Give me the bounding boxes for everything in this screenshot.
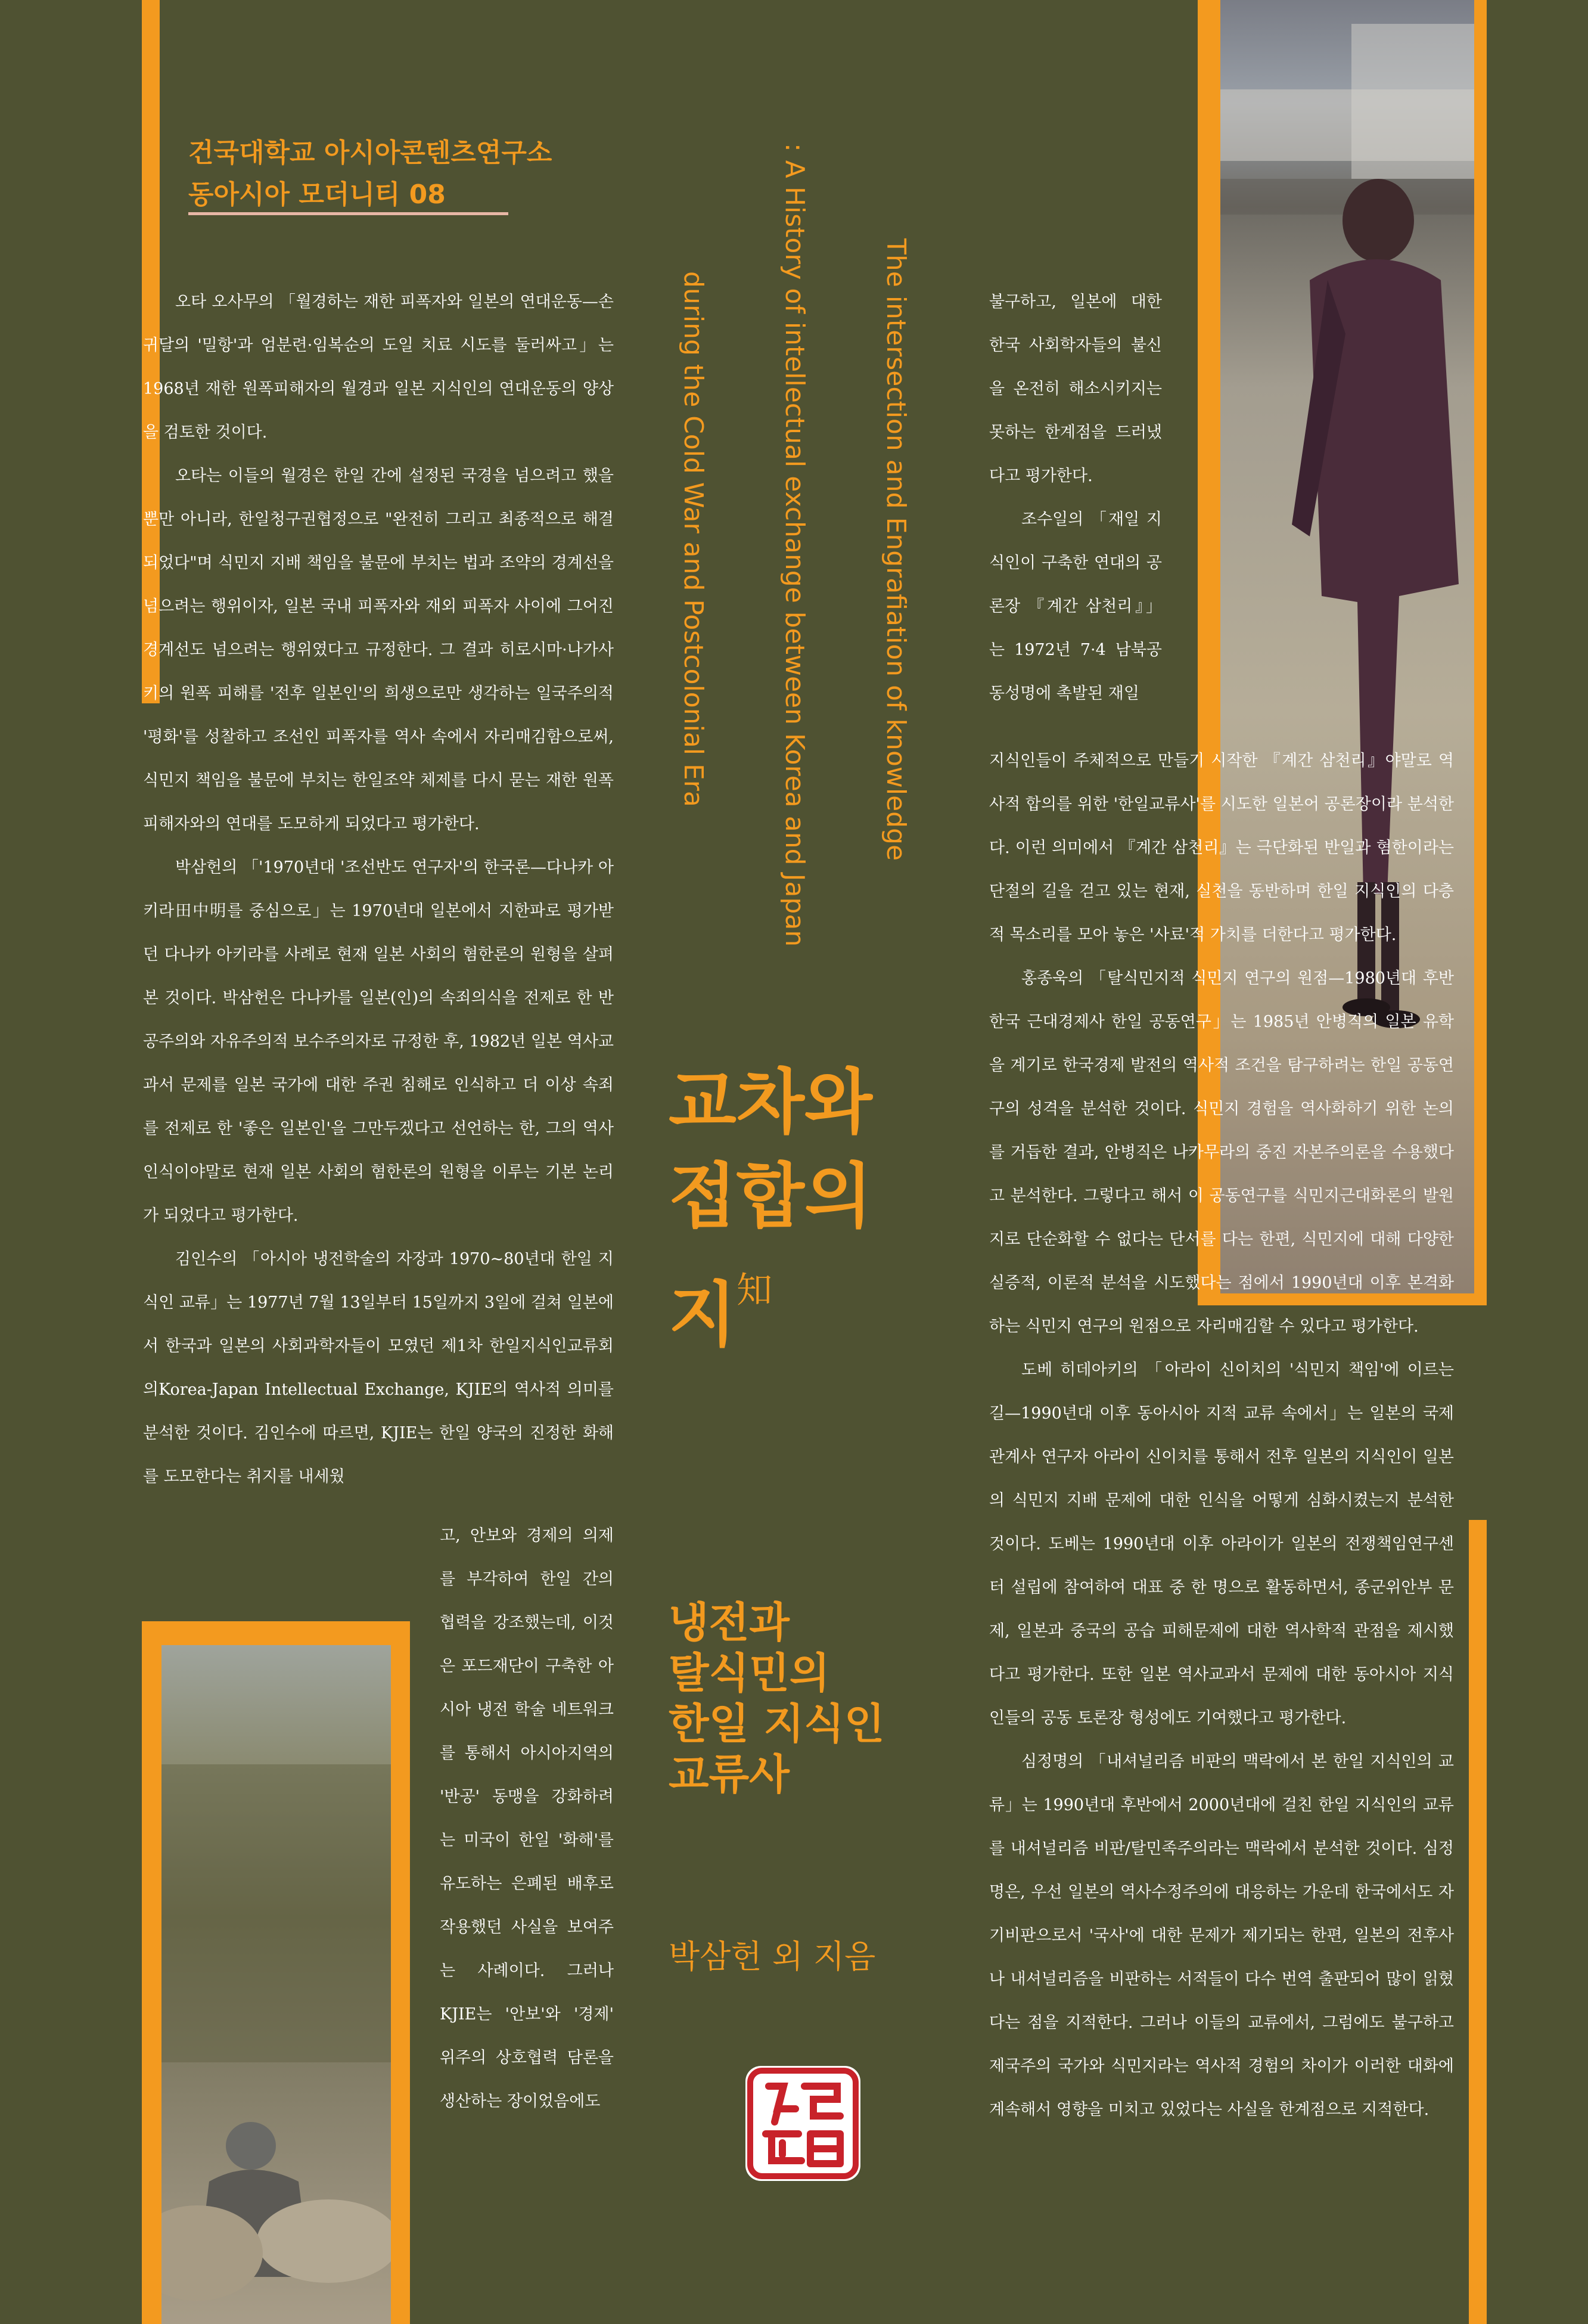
publisher-seal-logo: [742, 2062, 864, 2185]
right-column-text: [989, 739, 1454, 2131]
author-credit: 박삼헌 외 지음: [669, 1938, 876, 1975]
paragraph: 홍종욱의 「탈식민지적 식민지 연구의 원점—1980년대 후반 한국 근대경제사 한일 공동연구」는 1985년 안병직의 일본 유학을 계기로 한국경제 발전의 역사적 조건을 탐구하려는 한일 공동연구의 성격을 분석한 것이다. 식민지 경험을 역사화하기 위한 논의를 거듭한 결과, 안병직은 나카무라의 중진 자본주의론을 수용했다고 분석한다. 그렇다고 해서 이 공동연구를 식민지근대화론의 발원지로 단순화할 수 없다는 단서를 다는 한편, 식민지에 대해 다양한 실증적, 이론적 분석을 시도했다는 점에서 1990년대 이후 본격화하는 식민지 연구의 원점으로 자리매김할 수 있다고 평가한다.: [989, 969, 1454, 1336]
paragraph: 김인수의 「아시아 냉전학술의 자장과 1970~80년대 한일 지식인 교류」는 1977년 7월 13일부터 15일까지 3일에 걸쳐 일본에서 한국과 일본의 사회과학자들이 모였던 제1차 한일지식인교류회의Korea-Japan Intellectual Exchange, KJIE의 역사적 의미를 분석한 것이다. 김인수에 따르면, KJIE는 한일 양국의 진정한 화해를 도모한다는 취지를 내세웠: [143, 1250, 614, 1486]
english-title-line-3: during the Cold War and Postcolonial Era: [678, 271, 708, 807]
series-line-2: 동아시아 모더니티 08: [188, 179, 446, 210]
english-title-line-2: : A History of intellectual exchange between Korea and Japan: [779, 143, 810, 947]
english-title-line-1: The intersection and Engrafiation of knowledge: [881, 238, 911, 861]
book-subtitle: [669, 1597, 978, 1800]
right-narrow-column-text: [989, 280, 1162, 715]
book-title: [669, 1055, 967, 1362]
paragraph: 오타 오사무의 「월경하는 재한 피폭자와 일본의 연대운동—손귀달의 '밀항'과 엄분련·임복순의 도일 치료 시도를 둘러싸고」는 1968년 재한 원폭피해자의 월경과 일본 지식인의 연대운동의 양상을 검토한 것이다.: [143, 293, 614, 442]
left-column-text: [143, 280, 614, 1498]
title-line-2: 접합의: [669, 1155, 872, 1237]
title-line-3-text: 지: [669, 1274, 736, 1356]
photo-frame-bottom-left: [142, 1621, 410, 2324]
right-bottom-bar: [1469, 1520, 1487, 2324]
photo-soldier-trench: [161, 1645, 391, 2324]
title-line-1: 교차와: [669, 1061, 872, 1143]
series-label: [188, 132, 552, 216]
paragraph: 도베 히데아키의 「아라이 신이치의 '식민지 책임'에 이르는 길—1990년대 이후 동아시아 지적 교류 속에서」는 일본의 국제관계사 연구자 아라이 신이치를 통해서 전후 일본의 지식인이 일본의 식민지 지배 문제에 대한 인식을 어떻게 심화시켰는지 분석한 것이다. 도베는 1990년대 이후 아라이가 일본의 전쟁책임연구센터 설립에 참여하여 대표 중 한 명으로 활동하면서, 종군위안부 문제, 일본과 중국의 공습 피해문제에 대한 역사학적 관점을 제시했다고 평가한다. 또한 일본 역사교과서 문제에 대한 동아시아 지식인들의 공동 토론장 형성에도 기여했다고 평가한다.: [989, 1361, 1454, 1727]
left-narrow-column-text: [440, 1514, 614, 2123]
paragraph: 불구하고, 일본에 대한 한국 사회학자들의 불신을 온전히 해소시키지는 못하는 한계점을 드러냈다고 평가한다.: [989, 293, 1162, 485]
series-line-1: 건국대학교 아시아콘텐츠연구소: [188, 138, 552, 168]
subtitle-line-1: 냉전과: [669, 1598, 790, 1647]
paragraph: 오타는 이들의 월경은 한일 간에 설정된 국경을 넘으려고 했을 뿐만 아니라, 한일청구권협정으로 "완전히 그리고 최종적으로 해결되었다"며 식민지 지배 책임을 불문에 부치는 법과 조약의 경계선을 넘으려는 행위이자, 일본 국내 피폭자와 재외 피폭자 사이에 그어진 경계선도 넘으려는 행위였다고 규정한다. 그 결과 히로시마·나가사키의 원폭 피해를 '전후 일본인'의 희생으로만 생각하는 일국주의적 '평화'를 성찰하고 조선인 피폭자를 역사 속에서 자리매김함으로써, 식민지 책임을 불문에 부치는 한일조약 체제를 다시 묻는 재한 원폭 피해자와의 연대를 도모하게 되었다고 평가한다.: [143, 467, 614, 833]
paragraph: 박삼헌의 「'1970년대 '조선반도 연구자'의 한국론—다나카 아키라田中明를 중심으로」는 1970년대 일본에서 지한파로 평가받던 다나카 아키라를 사례로 현재 일본 사회의 혐한론의 원형을 살펴본 것이다. 박삼헌은 다나카를 일본(인)의 속죄의식을 전제로 한 반공주의와 자유주의적 보수주의자로 규정한 후, 1982년 일본 역사교과서 문제를 일본 국가에 대한 주권 침해로 인식하고 더 이상 속죄를 전제로 한 '좋은 일본인'을 그만두겠다고 선언하는 한, 그의 역사인식이야말로 현재 일본 사회의 혐한론의 원형을 이루는 기본 논리가 되었다고 평가한다.: [143, 858, 614, 1225]
paragraph: 고, 안보와 경제의 의제를 부각하여 한일 간의 협력을 강조했는데, 이것은 포드재단이 구축한 아시아 냉전 학술 네트워크를 통해서 아시아지역의 '반공' 동맹을 강화하려는 미국이 한일 '화해'를 유도하는 은폐된 배후로 작용했던 사실을 보여주는 사례이다. 그러나 KJIE는 '안보'와 '경제' 위주의 상호협력 담론을 생산하는 장이었음에도: [440, 1526, 614, 2111]
subtitle-line-2: 탈식민의: [669, 1649, 830, 1698]
paragraph: 조수일의 「재일 지식인이 구축한 연대의 공론장 『계간 삼천리』」는 1972년 7·4 남북공동성명에 촉발된 재일: [989, 510, 1162, 703]
subtitle-line-4: 교류사: [669, 1750, 790, 1799]
series-underline: [188, 212, 508, 215]
title-hanja: 知: [736, 1270, 772, 1311]
paragraph: 심정명의 「내셔널리즘 비판의 맥락에서 본 한일 지식인의 교류」는 1990년대 후반에서 2000년대에 걸친 한일 지식인의 교류를 내셔널리즘 비판/탈민족주의라는 맥락에서 분석한 것이다. 심정명은, 우선 일본의 역사수정주의에 대응하는 가운데 한국에서도 자기비판으로서 '국사'에 대한 문제가 제기되는 한편, 일본의 전후사나 내셔널리즘을 비판하는 서적들이 다수 번역 출판되어 많이 읽혔다는 점을 지적한다. 그러나 이들의 교류에서, 그럼에도 불구하고 제국주의 국가와 식민지라는 역사적 경험의 차이가 이러한 대화에 계속해서 영향을 미치고 있었다는 사실을 한계점으로 지적한다.: [989, 1752, 1454, 2119]
paragraph: 지식인들이 주체적으로 만들기 시작한 『계간 삼천리』야말로 역사적 합의를 위한 '한일교류사'를 시도한 일본어 공론장이라 분석한다. 이런 의미에서 『계간 삼천리』는 극단화된 반일과 혐한이라는 단절의 길을 걷고 있는 현재, 실천을 동반하며 한일 지식인의 다층적 목소리를 모아 놓은 '사료'적 가치를 더한다고 평가한다.: [989, 752, 1454, 944]
title-line-3: [669, 1243, 967, 1362]
subtitle-line-3: 한일 지식인: [669, 1699, 885, 1748]
